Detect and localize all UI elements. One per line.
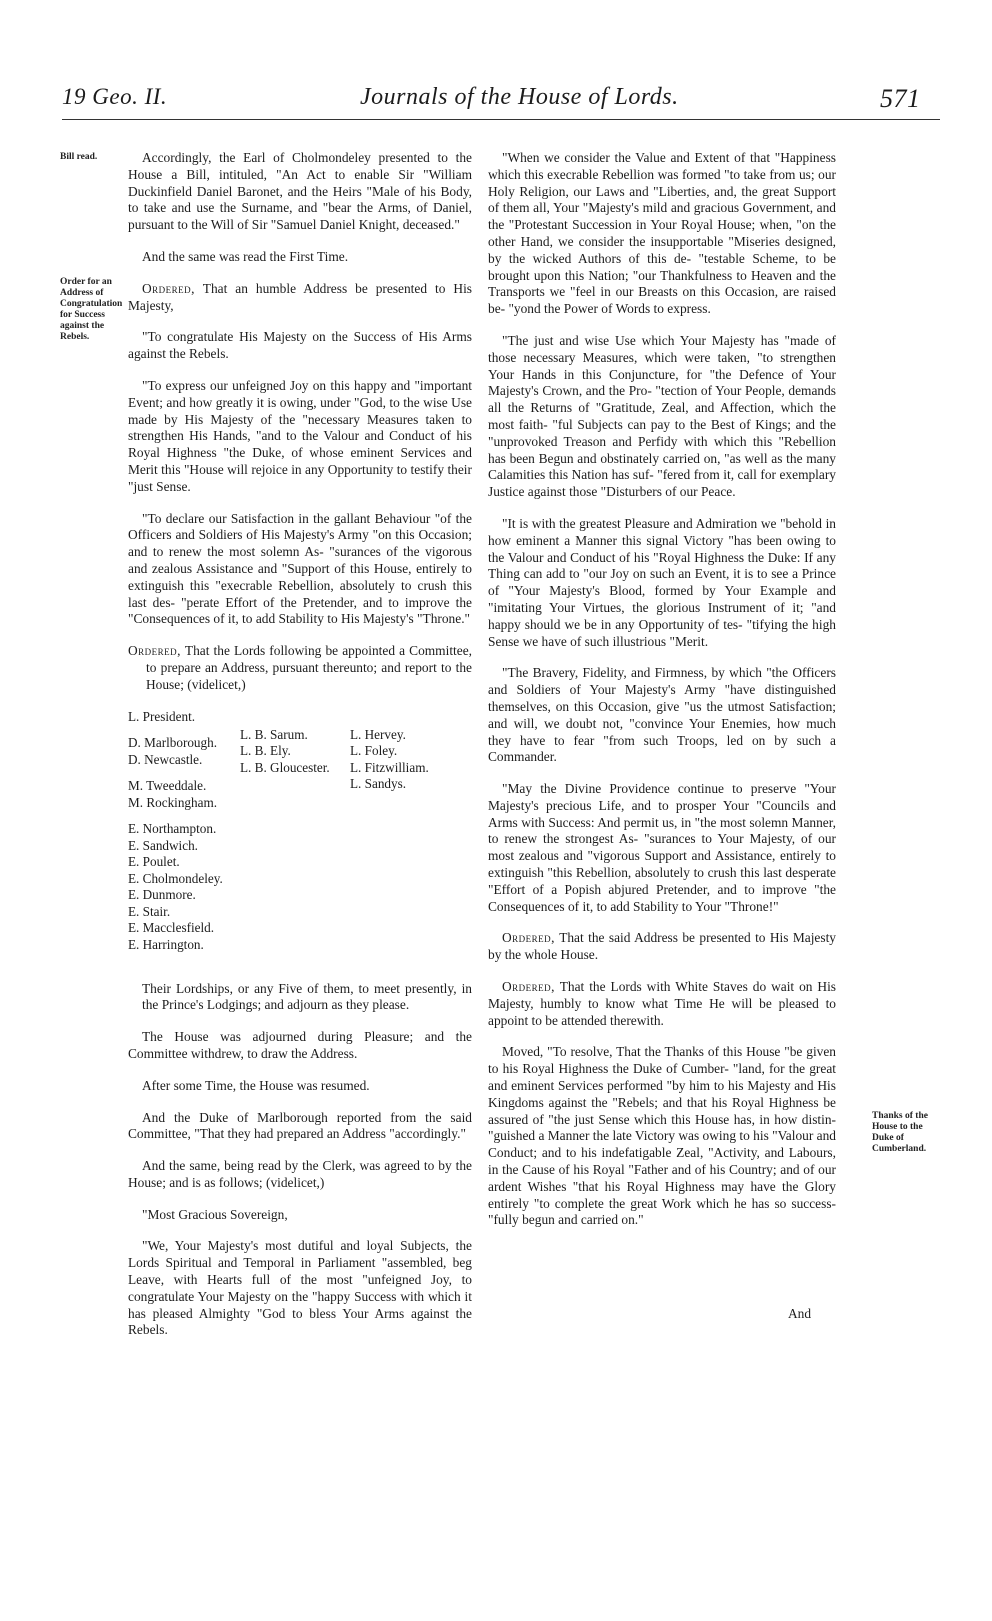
- paragraph: "The just and wise Use which Your Majesty has "made of those necessary Measures, which were taken, "to strengthen Your Hands in this Conjuncture, for "the Defence of Your Majesty's Crown, and the Pro- "tection of Your People, demands all the Returns of "Gratitude, Zeal, and Affection, which the most faith- "ful Subjects can pay to the Best of Kings; and the "unprovoked Treason and Perfidy with which this "Rebellion has been Begun and obstinately carried on, "as well as the many Calamities this Nation has suf- "fered from it, call for exemplary Justice against those "Disturbers of our Peace.: [488, 332, 836, 500]
- spacer: [128, 725, 223, 735]
- running-head-title: Journals of the House of Lords.: [360, 84, 679, 110]
- lord-name: D. Marlborough.: [128, 735, 218, 751]
- order-lead: Ordered,: [502, 979, 556, 995]
- lord-name: E. Stair.: [128, 903, 171, 919]
- lord-name: M. Tweeddale.: [128, 778, 207, 794]
- lord-name: L. B. Ely.: [240, 743, 291, 759]
- paragraph: After some Time, the House was resumed.: [142, 1077, 370, 1093]
- paragraph: "We, Your Majesty's most dutiful and loyal Subjects, the Lords Spiritual and Temporal in Parliament "assembled, beg Leave, with Hearts full of the most "unfeigned Joy, to congratulate Your Majesty on the "happy Success with which it has pleased Almighty "God to bless Your Arms against the Rebels.: [128, 1238, 472, 1338]
- order-lead: Ordered,: [502, 930, 556, 946]
- paragraph: And the Duke of Marlborough reported from the said Committee, "That they had prepared an Address "accordingly.": [128, 1109, 472, 1142]
- lord-name: L. Foley.: [350, 743, 398, 759]
- lord-name: E. Dunmore.: [128, 887, 196, 903]
- margin-note-bill-read: Bill read.: [60, 152, 98, 162]
- paragraph: And the same was read the First Time.: [142, 248, 349, 264]
- order-text: That the Lords following be appointed a Committee, to prepare an Address, pursuant thereunto; and report to the House; (videlicet,): [146, 643, 472, 692]
- margin-note-thanks-duke: Thanks of the House to the Duke of Cumberland.: [872, 1111, 928, 1154]
- order-paragraph: [488, 979, 836, 1029]
- paragraph: "To declare our Satisfaction in the gallant Behaviour "of the Officers and Soldiers of His Majesty's Army "on this Occasion; and to renew the most solemn As- "surances of the vigorous and zealous Assistance and "Support of this House, entirely to extinguish this "execrable Rebellion, absolutely to crush this last des- "perate Effort of the Pretender, and to improve the "Consequences of it, to add Stability to His Majesty's "Throne.": [128, 510, 472, 627]
- lord-name: L. President.: [128, 708, 196, 724]
- paragraph: "To express our unfeigned Joy on this happy and "important Event; and how greatly it is owing, under "God, to the wise Use made by His Majesty of the "necessary Measures taken to strengthen His Hands, "and to the Valour and Conduct of his Royal Highness "the Duke, of whose eminent Services and Merit this "House will rejoice in any Opportunity to testify their "just Sense.: [128, 377, 472, 494]
- lord-name: E. Harrington.: [128, 936, 204, 952]
- header-rule: [62, 119, 940, 120]
- order-text: That the said Address be presented to His Majesty by the whole House.: [488, 930, 837, 963]
- order-lead: Ordered,: [142, 280, 196, 296]
- order-paragraph: [128, 281, 472, 315]
- lord-name: D. Newcastle.: [128, 751, 203, 767]
- paragraph: Accordingly, the Earl of Cholmondeley presented to the House a Bill, intituled, "An Act to enable Sir "William Duckinfield Daniel Baronet, and the Heirs "Male of his Body, to take and use the Surname, and "bear the Arms, of Daniel, pursuant to the Will of Sir "Samuel Daniel Knight, deceased.": [128, 150, 472, 233]
- paragraph: "May the Divine Providence continue to preserve "Your Majesty's precious Life, and to prosper Your "Councils and Arms with Success: And permit us, in "the most solemn Manner, to renew the strongest As- "surances to Your Majesty, of our most zealous and "vigorous Support and Assistance, entirely to extinguish "this Rebellion, absolutely to crush this last desperate "Effort of a Popish abjured Pretender, and to improve "the Consequences of it, to add Stability to Your "Throne!": [488, 781, 836, 914]
- lord-name: E. Poulet.: [128, 854, 180, 870]
- spacer: [128, 768, 223, 778]
- lords-column-2: [240, 727, 330, 777]
- margin-note-order-address: Order for an Address of Congratulation for Success against the Rebels.: [60, 277, 123, 342]
- paragraph: "When we consider the Value and Extent of that "Happiness which this execrable Rebellion was formed "to take from us; our Holy Religion, our Laws and "Liberties, and, the great Support of them all, Your "Majesty's mild and gracious Government, and the "Protestant Succession in Your Royal House; when, "on the other Hand, we consider the insupportable "Miseries designed, by the wicked Authors of this de- "testable Scheme, to be brought upon this Nation; "our Thankfulness to Heaven and the Transports we "feel in our Breasts on this Occasion, are raised be- "yond the Power of Words to express.: [488, 150, 836, 317]
- lord-name: L. Sandys.: [350, 776, 407, 792]
- salutation: "Most Gracious Sovereign,: [142, 1206, 288, 1222]
- left-column: [128, 150, 472, 1354]
- lord-name: M. Rockingham.: [128, 794, 218, 810]
- order-text: That the Lords with White Staves do wait on His Majesty, humbly to know what Time He will be pleased to appoint to be attended therewith.: [488, 979, 836, 1028]
- paragraph: "To congratulate His Majesty on the Success of His Arms against the Rebels.: [128, 329, 472, 362]
- order-paragraph: [128, 643, 472, 693]
- catchword: And: [788, 1306, 812, 1321]
- order-lead: Ordered,: [128, 643, 182, 659]
- paragraph: Moved, "To resolve, That the Thanks of this House "be given to his Royal Highness the Duke of Cumber- "land, for the great and eminent Services performed "by him to his Majesty and His Kingdoms against the "Rebels; and that his Royal Highness be assured of "the just Sense which this House has, in how distin- "guished a Manner the late Victory was owing to his "Valour and Conduct; and to his indefatigable Zeal, "Activity, and Labours, in the Cause of his Royal "Father and of his Country; and of our ardent Wishes "that his Royal Highness may have the Glory entirely "to complete the great Work which he has so success- "fully begun and carried on.": [488, 1044, 836, 1228]
- lord-name: L. B. Sarum.: [240, 726, 308, 742]
- paragraph: Their Lordships, or any Five of them, to meet presently, in the Prince's Lodgings; and adjourn as they please.: [142, 980, 472, 1013]
- lord-name: L. B. Gloucester.: [240, 759, 330, 775]
- lord-name: L. Hervey.: [350, 726, 406, 742]
- page-number: 571: [880, 84, 921, 113]
- paragraph: The House was adjourned during Pleasure; and the Committee withdrew, to draw the Address.: [128, 1029, 472, 1061]
- lord-name: E. Northampton.: [128, 821, 217, 837]
- order-paragraph: [488, 930, 836, 964]
- lord-name: L. Fitzwilliam.: [350, 759, 429, 775]
- spacer: [128, 811, 223, 821]
- paragraph: "It is with the greatest Pleasure and Admiration we "behold in how eminent a Manner this signal Victory "has been owing to the Valour and Conduct of his "Royal Highness the Duke: If any Thing can add to "our Joy on such an Event, it is to see a Prince of "Your Majesty's Blood, formed by Your Example and "imitating Your Virtues, the glorious Instrument of it; "and happy should we be in any Opportunity of tes- "tifying the high Sense we have of such illustrious "Merit.: [488, 515, 836, 649]
- paragraph: And the same, being read by the Clerk, was agreed to by the House; and is as follows; (videlicet,): [128, 1158, 472, 1190]
- lords-column-3: [350, 727, 429, 793]
- running-head-regnal-year: 19 Geo. II.: [62, 84, 168, 109]
- order-text: That an humble Address be presented to His Majesty,: [128, 280, 472, 313]
- lord-name: E. Sandwich.: [128, 837, 198, 853]
- paragraph: "The Bravery, Fidelity, and Firmness, by which "the Officers and Soldiers of Your Majesty's Army "have distinguished themselves, on this Occasion, give "us the utmost Satisfaction; and will, we doubt not, "convince Your Enemies, how much they have to fear "from such Troops, led on by such a Commander.: [488, 665, 836, 765]
- lord-name: E. Macclesfield.: [128, 920, 215, 936]
- lords-column-1: [128, 709, 223, 954]
- committee-list: [128, 709, 472, 973]
- right-column: [488, 150, 836, 1244]
- lord-name: E. Cholmondeley.: [128, 870, 223, 886]
